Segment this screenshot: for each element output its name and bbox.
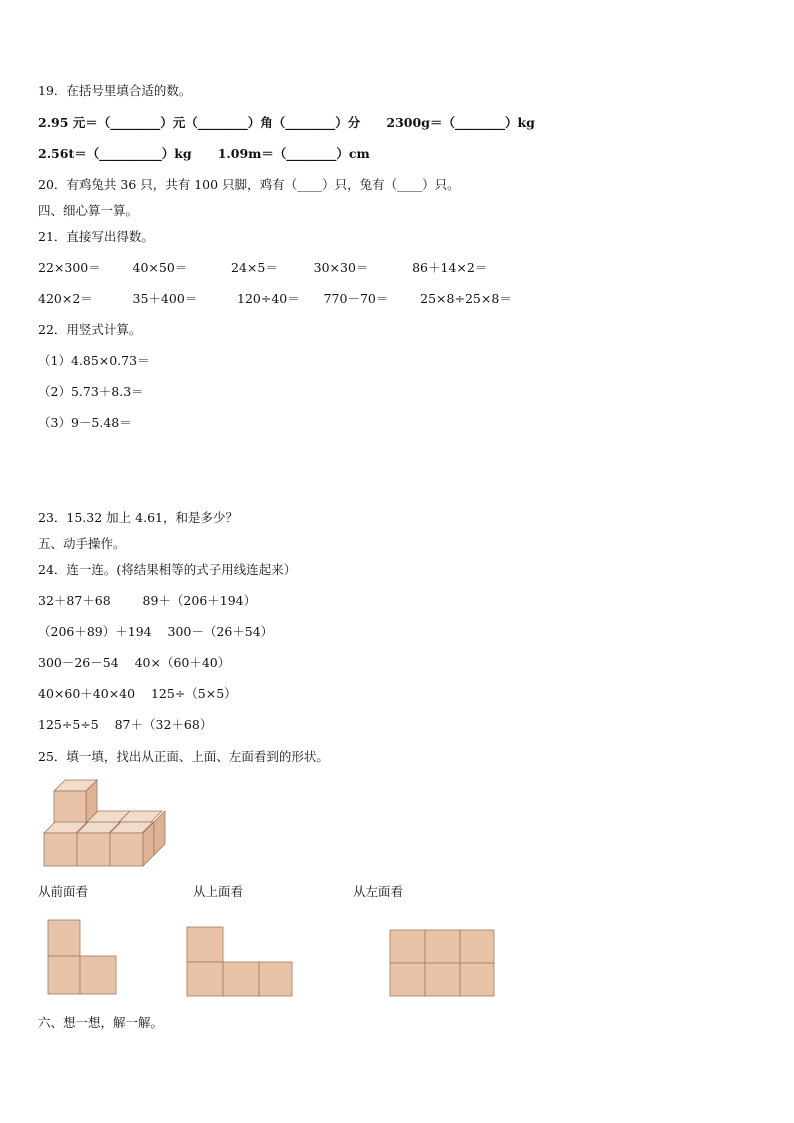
q24-row-1: 32＋87＋68 89＋（206＋194） bbox=[38, 593, 257, 608]
q21-row1: 22×300＝ 40×50＝ 24×5＝ 30×30＝ 86＋14×2＝ bbox=[38, 260, 488, 275]
q22-item-1: （1）4.85×0.73＝ bbox=[38, 353, 150, 368]
q23-text: 23．15.32 加上 4.61，和是多少？ bbox=[38, 510, 238, 525]
q21-row2: 420×2＝ 35＋400＝ 120÷40＝ 770－70＝ 25×8÷25×8＝ bbox=[38, 291, 512, 306]
q22-title: 22．用竖式计算。 bbox=[38, 322, 142, 337]
q19-row1: 2.95 元＝（________）元（________）角（________）分 2300g＝（________）kg bbox=[38, 115, 535, 130]
q24-title: 24．连一连。(将结果相等的式子用线连起来） bbox=[38, 562, 297, 577]
q20-text: 20．有鸡兔共 36 只，共有 100 只脚，鸡有（____）只，兔有（____）只。 bbox=[38, 177, 460, 192]
q22-item-2: （2）5.73＋8.3＝ bbox=[38, 384, 144, 399]
cube-figure bbox=[40, 775, 175, 870]
q24-row-4: 40×60＋40×40 125÷（5×5） bbox=[38, 686, 237, 701]
section-6-heading: 六、想一想，解一解。 bbox=[38, 1015, 164, 1030]
caption-left-view: 从左面看 bbox=[353, 884, 404, 899]
q24-row-5: 125÷5÷5 87＋（32＋68） bbox=[38, 717, 213, 732]
q19-row2: 2.56t＝（__________）kg 1.09m＝（________）cm bbox=[38, 146, 370, 161]
section-4-heading: 四、细心算一算。 bbox=[38, 203, 139, 218]
q25-title: 25．填一填，找出从正面、上面、左面看到的形状。 bbox=[38, 749, 329, 764]
left-view-shape bbox=[389, 929, 497, 999]
q21-title: 21．直接写出得数。 bbox=[38, 229, 154, 244]
q19-title: 19．在括号里填合适的数。 bbox=[38, 83, 192, 98]
caption-front-view: 从前面看 bbox=[38, 884, 89, 899]
q22-item-3: （3）9－5.48＝ bbox=[38, 415, 132, 430]
q24-row-3: 300－26－54 40×（60＋40） bbox=[38, 655, 231, 670]
q24-row-2: （206＋89）＋194 300－（26＋54） bbox=[38, 624, 274, 639]
section-5-heading: 五、动手操作。 bbox=[38, 536, 126, 551]
front-view-shape bbox=[47, 919, 119, 997]
cube-top-stacked bbox=[54, 780, 97, 823]
caption-top-view: 从上面看 bbox=[193, 884, 244, 899]
top-view-shape bbox=[186, 926, 294, 998]
